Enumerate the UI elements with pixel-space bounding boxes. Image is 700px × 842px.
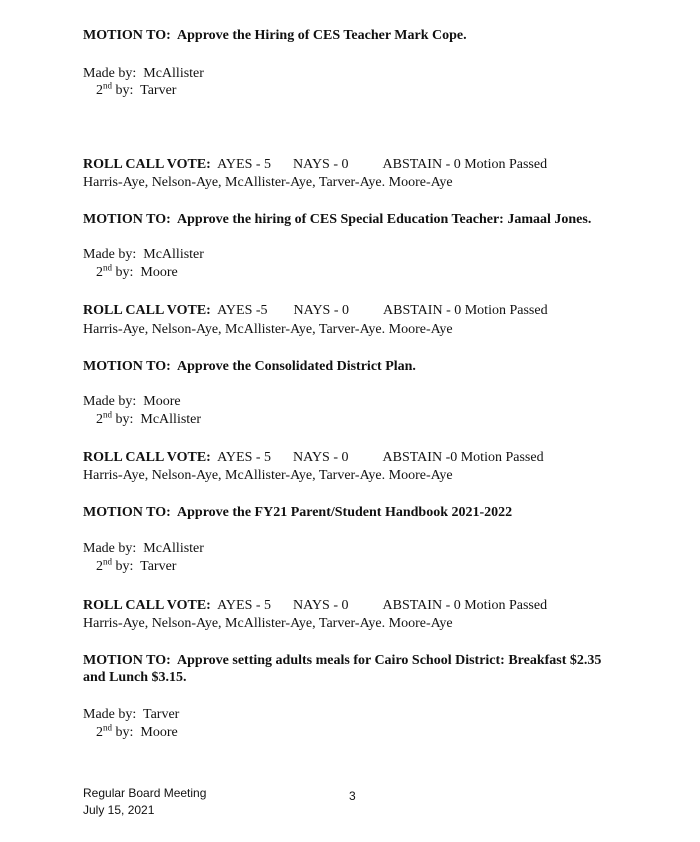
- second-by-5: 2nd by: Moore: [96, 722, 178, 740]
- roll-call-3: ROLL CALL VOTE: AYES - 5 NAYS - 0 ABSTAIN -0 Motion Passed: [83, 450, 544, 465]
- motion-5-continued: and Lunch $3.15.: [83, 670, 187, 685]
- made-by-4: Made by: McAllister: [83, 541, 204, 556]
- made-by-1: Made by: McAllister: [83, 66, 204, 81]
- page-number: 3: [349, 789, 356, 803]
- second-by-2: 2nd by: Moore: [96, 262, 178, 280]
- vote-list-2: Harris-Aye, Nelson-Aye, McAllister-Aye, Tarver-Aye. Moore-Aye: [83, 322, 453, 337]
- vote-list-1: Harris-Aye, Nelson-Aye, McAllister-Aye, Tarver-Aye. Moore-Aye: [83, 175, 453, 190]
- made-by-2: Made by: McAllister: [83, 247, 204, 262]
- second-by-3: 2nd by: McAllister: [96, 409, 202, 427]
- roll-call-2: ROLL CALL VOTE: AYES -5 NAYS - 0 ABSTAIN - 0 Motion Passed: [83, 303, 548, 318]
- motion-2: MOTION TO: Approve the hiring of CES Special Education Teacher: Jamaal Jones.: [83, 212, 592, 227]
- footer-meeting-title: Regular Board Meeting: [83, 786, 207, 800]
- motion-3: MOTION TO: Approve the Consolidated District Plan.: [83, 359, 416, 374]
- motion-4: MOTION TO: Approve the FY21 Parent/Student Handbook 2021-2022: [83, 505, 513, 520]
- roll-call-1: ROLL CALL VOTE: AYES - 5 NAYS - 0 ABSTAIN - 0 Motion Passed: [83, 157, 548, 172]
- motion-5: MOTION TO: Approve setting adults meals for Cairo School District: Breakfast $2.35: [83, 653, 602, 668]
- vote-list-3: Harris-Aye, Nelson-Aye, McAllister-Aye, Tarver-Aye. Moore-Aye: [83, 468, 453, 483]
- made-by-3: Made by: Moore: [83, 394, 181, 409]
- vote-list-4: Harris-Aye, Nelson-Aye, McAllister-Aye, Tarver-Aye. Moore-Aye: [83, 616, 453, 631]
- footer-date: July 15, 2021: [83, 803, 155, 817]
- second-by-4: 2nd by: Tarver: [96, 556, 177, 574]
- made-by-5: Made by: Tarver: [83, 707, 180, 722]
- motion-1: MOTION TO: Approve the Hiring of CES Teacher Mark Cope.: [83, 28, 467, 43]
- second-by-1: 2nd by: Tarver: [96, 80, 177, 98]
- roll-call-4: ROLL CALL VOTE: AYES - 5 NAYS - 0 ABSTAIN - 0 Motion Passed: [83, 598, 548, 613]
